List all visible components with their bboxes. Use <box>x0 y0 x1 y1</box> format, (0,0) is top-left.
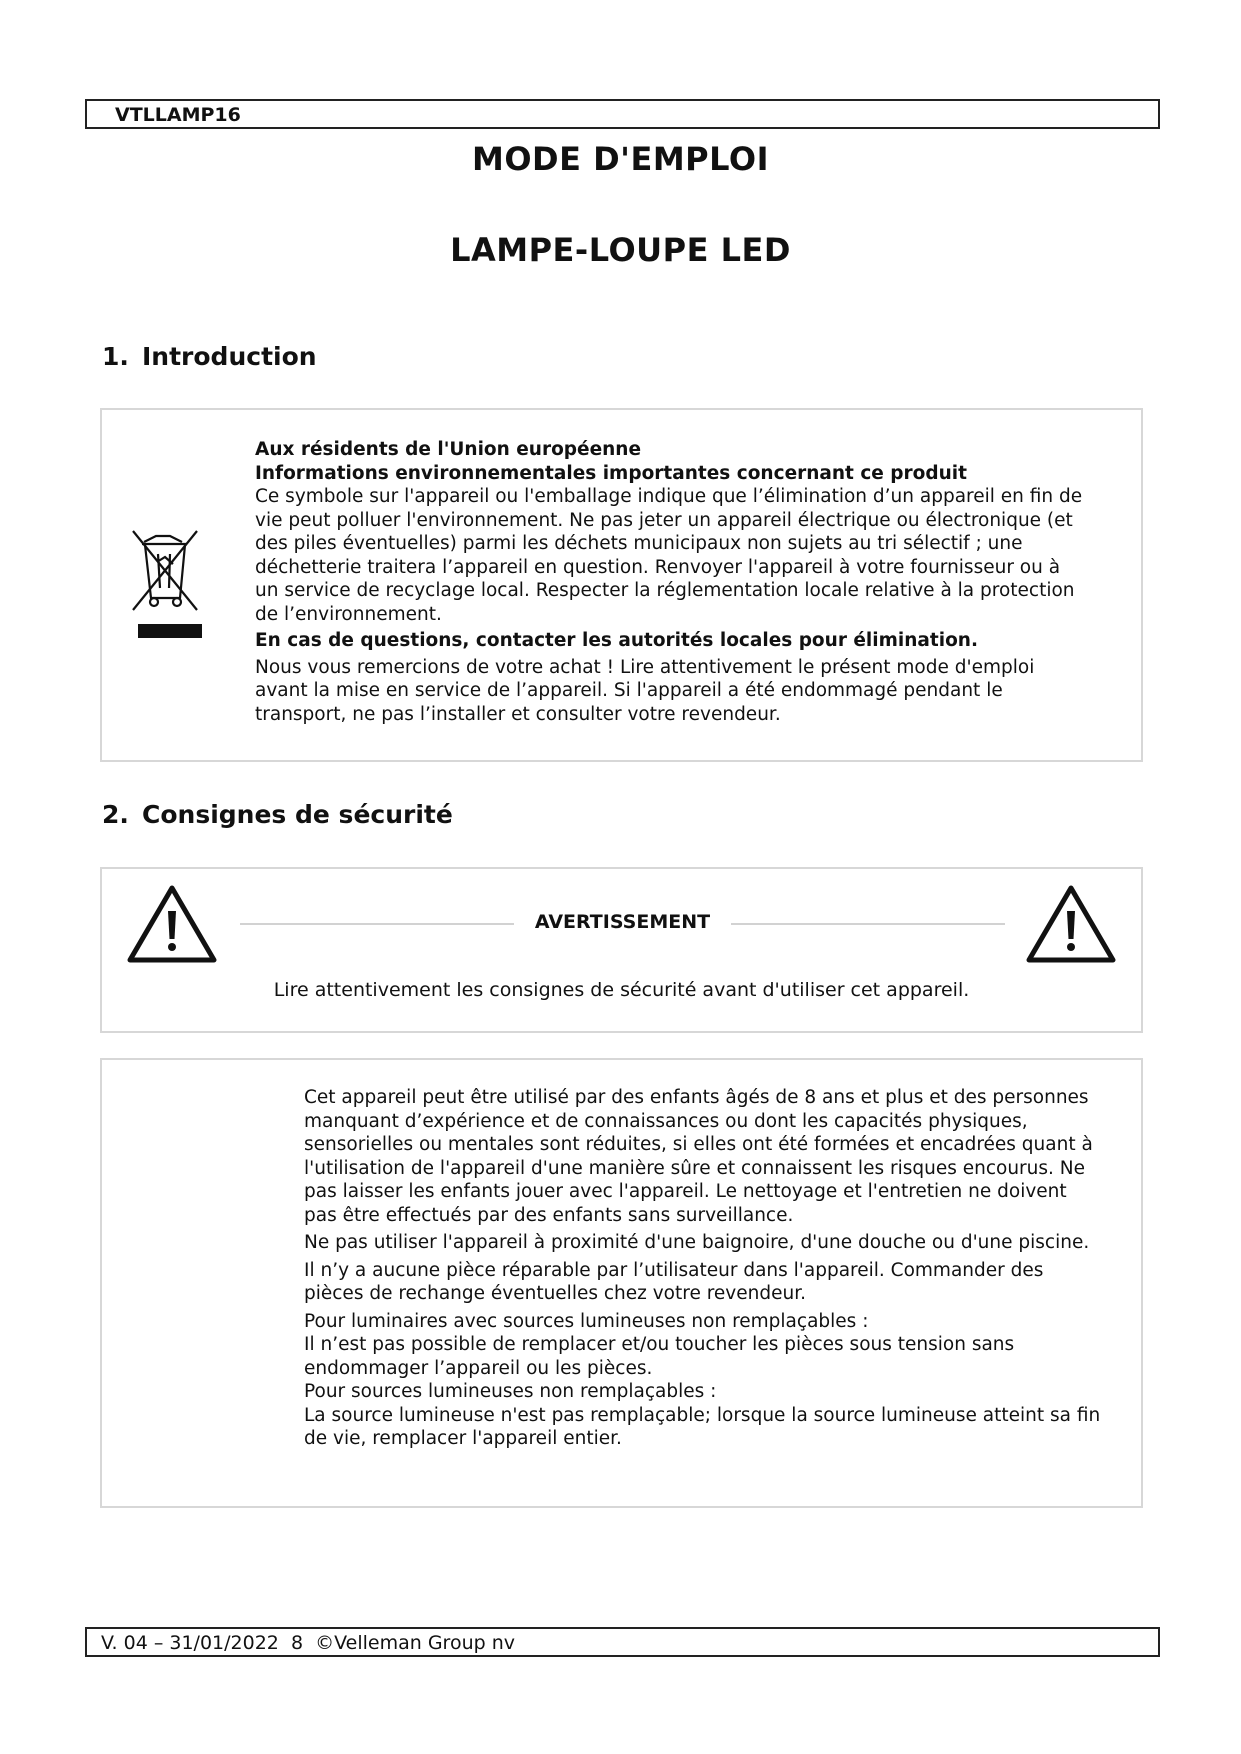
residents-heading: Aux résidents de l'Union européenne <box>255 439 642 460</box>
section-number: 1. <box>102 342 129 371</box>
safety-paragraph: Pour luminaires avec sources lumineuses non remplaçables : <box>304 1310 869 1332</box>
warning-box <box>100 867 1143 1033</box>
page-title: MODE D'EMPLOI <box>472 140 769 178</box>
safety-paragraph: La source lumineuse n'est pas remplaçable; lorsque la source lumineuse atteint sa fin de vie, remplacer l'appareil entier. <box>304 1404 1101 1449</box>
safety-paragraph: Il n’y a aucune pièce réparable par l’utilisateur dans l'appareil. Commander des pièces de rechange éventuelles chez votre revendeur. <box>304 1259 1044 1304</box>
page-subtitle: LAMPE-LOUPE LED <box>450 231 791 269</box>
questions-paragraph: En cas de questions, contacter les autorités locales pour élimination. <box>255 630 978 651</box>
environment-heading: Informations environnementales importantes concernant ce produit <box>255 462 967 484</box>
safety-paragraph: Ne pas utiliser l'appareil à proximité d'une baignoire, d'une douche ou d'une piscine. <box>304 1232 1090 1253</box>
section-1-heading <box>102 342 317 371</box>
warning-divider-right <box>731 923 1005 925</box>
safety-instructions-box <box>100 1058 1143 1508</box>
safety-paragraph: Cet appareil peut être utilisé par des enfants âgés de 8 ans et plus et des personnes manquant d’expérience et de connaissances ou dont les capacités physiques, sensorielles ou mentales sont réduites, si elles ont été formées et encadrées quant à l'utilisation de l'appareil d'une manière sûre et connaissent les risques encourus. Ne pas laisser les enfants jouer avec l'appareil. Le nettoyage et l'entretien ne doivent pas être effectués par des enfants sans surveillance. <box>304 1087 1093 1226</box>
warning-divider-left <box>240 923 514 925</box>
safety-paragraph: Pour sources lumineuses non remplaçables : <box>304 1381 717 1402</box>
section-title: Introduction <box>142 342 317 371</box>
environment-paragraph: Ce symbole sur l'appareil ou l'emballage indique que l’élimination d’un appareil en fin de vie peut polluer l'environnement. Ne pas jeter un appareil électrique ou électronique (et des piles éventuelles) parmi les déchets municipaux non sujets au tri sélectif ; une déchetterie traitera l’appareil en question. Renvoyer l'appareil à votre fournisseur ou à un service de recyclage local. Respecter la réglementation locale relative à la protection de l’environnement. <box>255 486 1083 625</box>
page-header <box>85 99 1160 129</box>
section-number: 2. <box>102 800 129 829</box>
introduction-box <box>100 408 1143 762</box>
section-2-heading <box>102 800 453 829</box>
safety-text <box>304 1086 1104 1451</box>
warning-text: Lire attentivement les consignes de sécurité avant d'utiliser cet appareil. <box>273 979 970 1001</box>
introduction-text <box>255 438 1085 726</box>
thanks-paragraph: Nous vous remercions de votre achat ! Lire attentivement le présent mode d'emploi avant la mise en service de l’appareil. Si l'appareil a été endommagé pendant le transport, ne pas l’installer et consulter votre revendeur. <box>255 656 1035 725</box>
warning-label: AVERTISSEMENT <box>534 911 711 933</box>
safety-paragraph: Il n’est pas possible de remplacer et/ou toucher les pièces sous tension sans endommager l’appareil ou les pièces. <box>304 1334 1015 1379</box>
footer-text: V. 04 – 31/01/2022 8 ©Velleman Group nv <box>101 1632 516 1654</box>
warning-triangle-icon <box>1025 883 1117 965</box>
page-footer <box>85 1627 1160 1657</box>
weee-bar <box>138 624 202 638</box>
product-code: VTLLAMP16 <box>115 104 241 126</box>
section-title: Consignes de sécurité <box>142 800 453 829</box>
warning-triangle-icon <box>126 883 218 965</box>
crossed-out-wheelie-bin-icon <box>130 528 200 614</box>
